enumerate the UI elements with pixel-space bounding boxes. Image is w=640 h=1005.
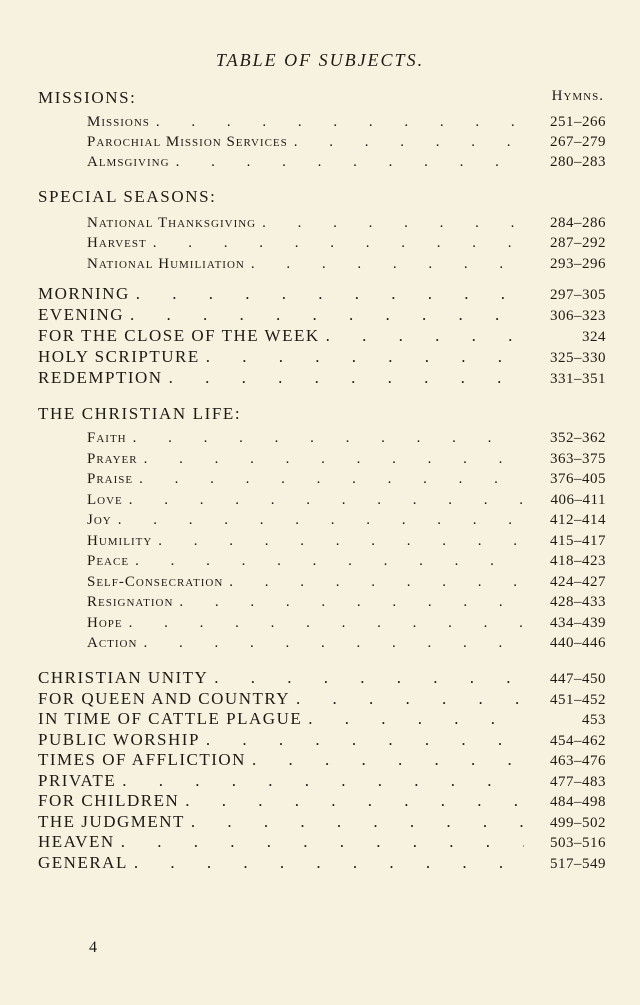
toc-entry	[38, 771, 606, 791]
toc-entry	[87, 490, 606, 510]
entry-label: Resignation	[87, 594, 174, 610]
entry-range: 424–427	[550, 574, 606, 590]
entry-range: 434–439	[550, 615, 606, 631]
entry-range: 451–452	[550, 692, 606, 708]
entry-label: IN TIME OF CATTLE PLAGUE	[38, 709, 303, 728]
entry-range: 484–498	[550, 794, 606, 810]
entry-range: 306–323	[550, 308, 606, 324]
hymns-column-header: Hymns.	[551, 88, 604, 104]
page-number: 4	[89, 939, 97, 956]
toc-entry	[87, 449, 606, 469]
entry-label: HOLY SCRIPTURE	[38, 347, 200, 366]
toc-entry	[87, 132, 606, 152]
entry-range: 284–286	[550, 215, 606, 231]
toc-entry	[87, 592, 606, 612]
entry-label: Humility	[87, 533, 153, 549]
entry-range: 463–476	[550, 753, 606, 769]
toc-entry	[38, 730, 606, 750]
toc-entry	[87, 551, 606, 571]
toc-entry	[87, 152, 606, 172]
entry-range: 267–279	[550, 134, 606, 150]
entry-range: 517–549	[550, 856, 606, 872]
entry-range: 325–330	[550, 350, 606, 366]
section-heading-missions: MISSIONS:	[38, 88, 137, 107]
toc-entry	[87, 469, 606, 489]
entry-label: Missions	[87, 114, 150, 130]
toc-entry	[38, 668, 606, 688]
toc-entry	[38, 305, 606, 325]
entry-label: THE JUDGMENT	[38, 812, 185, 831]
entry-range: 412–414	[550, 512, 606, 528]
toc-entry	[87, 531, 606, 551]
entry-range: 406–411	[550, 492, 606, 508]
toc-entry	[38, 689, 606, 709]
toc-entry	[87, 613, 606, 633]
entry-range: 297–305	[550, 287, 606, 303]
entry-range: 287–292	[550, 235, 606, 251]
entry-range: 418–423	[550, 553, 606, 569]
entry-range: 428–433	[550, 594, 606, 610]
entry-label: Peace	[87, 553, 130, 569]
entry-range: 280–283	[550, 154, 606, 170]
entry-range: 251–266	[550, 114, 606, 130]
entry-range: 454–462	[550, 733, 606, 749]
toc-entry	[87, 233, 606, 253]
entry-range: 363–375	[550, 451, 606, 467]
entry-label: Love	[87, 492, 123, 508]
entry-label: MORNING	[38, 284, 130, 303]
entry-range: 352–362	[550, 430, 606, 446]
toc-entry	[38, 284, 606, 304]
entry-label: HEAVEN	[38, 832, 115, 851]
entry-label: TIMES OF AFFLICTION	[38, 750, 246, 769]
toc-entry	[38, 709, 606, 729]
toc-entry	[38, 832, 606, 852]
toc-entry	[87, 254, 606, 274]
entry-range: 440–446	[550, 635, 606, 651]
entry-label: EVENING	[38, 305, 125, 324]
toc-entry	[87, 633, 606, 653]
toc-entry	[38, 812, 606, 832]
toc-entry	[87, 428, 606, 448]
page-title: TABLE OF SUBJECTS.	[215, 50, 425, 70]
entry-label: Almsgiving	[87, 154, 170, 170]
entry-label: Parochial Mission Services	[87, 134, 288, 150]
entry-range: 293–296	[550, 256, 606, 272]
entry-range: 415–417	[550, 533, 606, 549]
entry-label: REDEMPTION	[38, 368, 163, 387]
entry-range: 499–502	[550, 815, 606, 831]
entry-range: 324	[582, 329, 606, 345]
entry-label: Hope	[87, 615, 123, 631]
entry-label: Harvest	[87, 235, 147, 251]
toc-entry	[38, 750, 606, 770]
entry-label: FOR CHILDREN	[38, 791, 180, 810]
entry-label: Joy	[87, 512, 112, 528]
toc-entry	[87, 112, 606, 132]
entry-label: GENERAL	[38, 853, 128, 872]
section-heading-christian-life: THE CHRISTIAN LIFE:	[38, 404, 242, 423]
entry-label: PUBLIC WORSHIP	[38, 730, 200, 749]
entry-label: Praise	[87, 471, 134, 487]
entry-label: FOR THE CLOSE OF THE WEEK	[38, 326, 320, 345]
section-heading-special-seasons: SPECIAL SEASONS:	[38, 187, 217, 206]
entry-range: 503–516	[550, 835, 606, 851]
entry-range: 376–405	[550, 471, 606, 487]
entry-range: 447–450	[550, 671, 606, 687]
entry-label: PRIVATE	[38, 771, 117, 790]
entry-label: Faith	[87, 430, 127, 446]
entry-range: 477–483	[550, 774, 606, 790]
toc-entry	[38, 368, 606, 388]
entry-range: 453	[582, 712, 606, 728]
entry-label: National Thanksgiving	[87, 215, 257, 231]
toc-entry	[38, 791, 606, 811]
toc-entry	[87, 510, 606, 530]
entry-label: Action	[87, 635, 138, 651]
toc-entry	[87, 572, 606, 592]
entry-label: Self-Consecration	[87, 574, 224, 590]
toc-entry	[38, 326, 606, 346]
entry-label: FOR QUEEN AND COUNTRY	[38, 689, 291, 708]
entry-label: National Humiliation	[87, 256, 245, 272]
entry-label: Prayer	[87, 451, 138, 467]
toc-entry	[38, 347, 606, 367]
entry-range: 331–351	[550, 371, 606, 387]
toc-entry	[87, 213, 606, 233]
toc-entry	[38, 853, 606, 873]
entry-label: CHRISTIAN UNITY	[38, 668, 209, 687]
